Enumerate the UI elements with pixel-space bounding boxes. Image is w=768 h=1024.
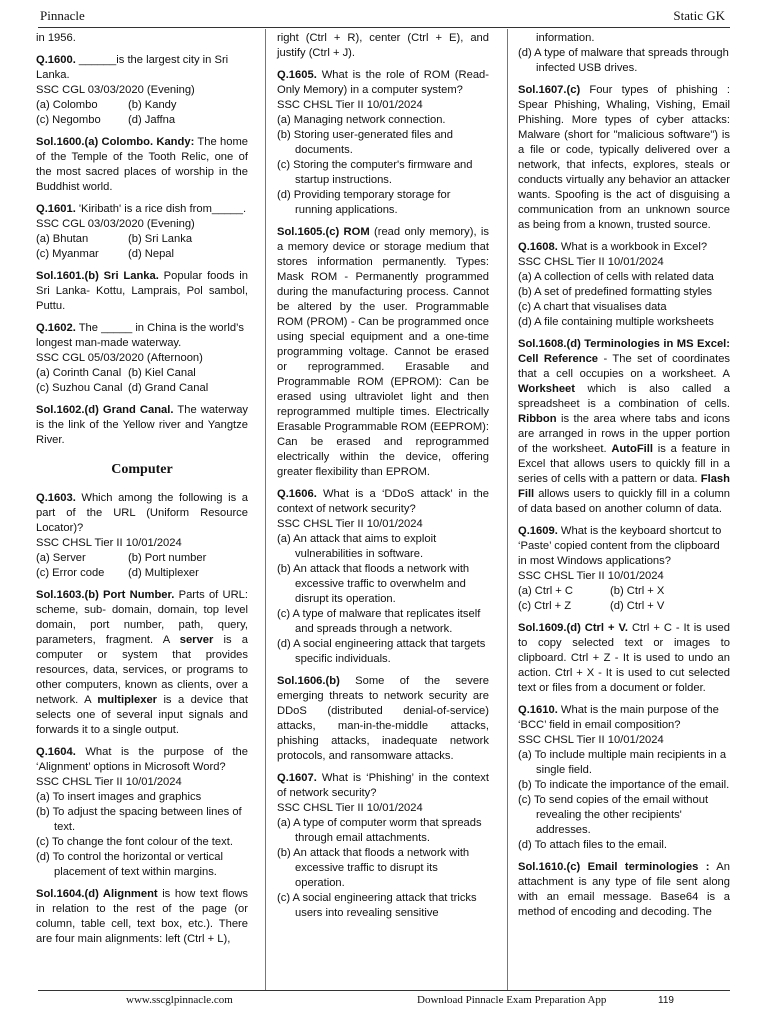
question-number: Q.1609.	[518, 525, 558, 537]
column-3	[518, 31, 730, 920]
options	[36, 790, 248, 880]
option-d: (d) Grand Canal	[128, 382, 209, 394]
question-number: Q.1605.	[277, 69, 317, 81]
solution-term: Ribbon	[518, 413, 557, 425]
solution-1606	[277, 674, 489, 764]
solution-text: is a computer or system that provides resources, data, services, or programs to other computers, known as clients, over a network. A	[36, 634, 248, 706]
option-a: (a) To include multiple main recipients in a single field.	[518, 749, 727, 776]
option-d: (d) Nepal	[128, 248, 175, 260]
option-c: (c) A social engineering attack that tricks users into revealing sensitive	[277, 892, 477, 919]
option-a: (a) Ctrl + C	[518, 585, 574, 597]
solution-term: multiplexer	[97, 694, 158, 706]
question-1608	[518, 240, 730, 330]
question-number: Q.1607.	[277, 772, 317, 784]
question-1606	[277, 487, 489, 667]
question-1601	[36, 202, 248, 262]
question-source: SSC CHSL Tier II 10/01/2024	[277, 802, 423, 814]
solution-1609	[518, 621, 730, 696]
option-b: (b) To indicate the importance of the email.	[518, 779, 730, 791]
option-c: (c) Ctrl + Z	[518, 600, 572, 612]
solution-term: Worksheet	[518, 383, 575, 395]
solution-1608	[518, 337, 730, 517]
solution-heading: Sol.1603.(b) Port Number.	[36, 589, 175, 601]
option-c: (c) To send copies of the email without revealing the other recipients' addresses.	[518, 794, 709, 836]
solution-text: Parts of URL: scheme, sub- domain, domain, top level domain, port number, path, query, parameters, fragment. A	[36, 589, 248, 646]
solution-text: - The set of coordinates that a cell occupies on a worksheet. A	[518, 353, 731, 380]
page-number: 119	[658, 995, 674, 1006]
option-d: (d) Jaffna	[128, 114, 176, 126]
solution-heading: Sol.1608.(d) Terminologies in MS Excel: Cell Reference	[518, 338, 730, 365]
question-source: SSC CHSL Tier II 10/01/2024	[277, 518, 423, 530]
solution-term: AutoFill	[611, 443, 653, 455]
question-number: Q.1602.	[36, 322, 76, 334]
solution-heading: Sol.1602.(d) Grand Canal.	[36, 404, 174, 416]
question-source: SSC CHSL Tier II 10/01/2024	[518, 734, 664, 746]
options	[36, 551, 248, 581]
question-number: Q.1610.	[518, 704, 558, 716]
solution-term: server	[179, 634, 214, 646]
option-d: (d) Ctrl + V	[610, 600, 665, 612]
question-text: What is the purpose of the ‘Alignment’ options in Microsoft Word?	[36, 746, 248, 773]
solution-heading: Sol.1609.(d) Ctrl + V.	[518, 622, 629, 634]
solution-text: The home of the Temple of the Tooth Relic, one of the most sacred places of worship in the Buddhist world.	[36, 136, 248, 193]
option-a: (a) A collection of cells with related data	[518, 271, 714, 283]
question-source: SSC CHSL Tier II 10/01/2024	[277, 99, 423, 111]
solution-text: (read only memory), is a memory device or storage medium that stores information permanently. Types: Mask ROM - Permanently programmed during the manufacturing process. Cannot be altered by the user. Programmable ROM (PROM) - Can be programmed once using special equipment and a one-time programming voltage. Cannot be erased or reprogrammed. Erasable and Programmable ROM (EPROM): Can be erased using ultraviolet light and then reprogrammed multiple times. Electrically Erasable Programmable ROM (EEPROM): Can be erased and reprogrammed electrically within the device, offering greater flexibility than EPROM.	[277, 226, 490, 478]
option-b: (b) Ctrl + X	[610, 585, 665, 597]
question-text: What is the keyboard shortcut to ‘Paste’ copied content from the clipboard in most Windows applications?	[518, 525, 722, 567]
solution-1607	[518, 83, 730, 233]
section-title: Computer	[111, 462, 173, 477]
question-1604	[36, 745, 248, 880]
option-a: (a) Corinth Canal	[36, 367, 122, 379]
option-c: (c) To change the font colour of the text.	[36, 836, 233, 848]
question-source: SSC CHSL Tier II 10/01/2024	[36, 776, 182, 788]
question-source: SSC CHSL Tier II 10/01/2024	[518, 256, 664, 268]
solution-text: is a feature in Excel that allows users to quickly fill in a series of cells with a pattern or data.	[518, 443, 730, 485]
solution-text: Popular foods in Sri Lanka- Kottu, Lamprais, Pol sambol, Puttu.	[36, 270, 248, 312]
question-source: SSC CGL 03/03/2020 (Evening)	[36, 84, 195, 96]
question-text: Which among the following is a part of the URL (Uniform Resource Locator)?	[36, 492, 248, 534]
option-b: (b) A set of predefined formatting styles	[518, 286, 713, 298]
options	[277, 113, 489, 218]
solution-term: Flash Fill	[518, 473, 730, 500]
question-1603	[36, 491, 248, 581]
option-a: (a) To insert images and graphics	[36, 791, 202, 803]
page-footer	[0, 990, 768, 1024]
option-d: (d) To control the horizontal or vertical placement of text within margins.	[36, 851, 223, 878]
option-c: (c) A chart that visualises data	[518, 301, 667, 313]
option-d: (d) Multiplexer	[128, 567, 199, 579]
option-d: (d) Providing temporary storage for running applications.	[277, 189, 451, 216]
question-source: SSC CGL 05/03/2020 (Afternoon)	[36, 352, 203, 364]
question-number: Q.1603.	[36, 492, 76, 504]
question-text: What is a ‘DDoS attack’ in the context of network security?	[277, 488, 489, 515]
solution-1601	[36, 269, 248, 314]
question-text: What is a workbook in Excel?	[557, 241, 708, 253]
solution-text: Ctrl + C - It is used to copy selected text or images to clipboard. Ctrl + Z - It is used to undo an action. Ctrl + X - It is used to cut selected text or files from a document or folder.	[518, 622, 730, 694]
question-text: The _____ in China is the world’s longest man-made waterway.	[36, 322, 244, 349]
solution-text: is a device that selects one of several input signals and forwards it to a single output.	[36, 694, 248, 736]
question-1605	[277, 68, 489, 218]
option-d: (d) A social engineering attack that targets specific individuals.	[277, 638, 486, 665]
question-1607	[277, 771, 489, 921]
option-a: (a) A type of computer worm that spreads through email attachments.	[277, 817, 482, 844]
question-source: SSC CHSL Tier II 10/01/2024	[36, 537, 182, 549]
section-name: Static GK	[673, 8, 725, 23]
options	[36, 366, 248, 396]
question-text: 'Kiribath' is a rice dish from_____.	[75, 203, 247, 215]
question-text: ______is the largest city in Sri Lanka.	[36, 54, 229, 81]
question-1609	[518, 524, 730, 614]
question-source: SSC CHSL Tier II 10/01/2024	[518, 570, 664, 582]
solution-1603	[36, 588, 248, 738]
option-a: (a) An attack that aims to exploit vulnerabilities in software.	[277, 533, 437, 560]
question-number: Q.1601.	[36, 203, 76, 215]
options	[518, 584, 730, 614]
footer-rule	[38, 990, 730, 991]
header-rule	[38, 27, 730, 28]
app-promo: Download Pinnacle Exam Preparation App	[417, 994, 607, 1006]
solution-heading: Sol.1601.(b) Sri Lanka.	[36, 270, 159, 282]
solution-heading: Sol.1607.(c)	[518, 84, 581, 96]
solution-text: which is also called a spreadsheet is a combination of cells.	[518, 383, 730, 410]
solution-text: is the area where tabs and icons are arranged in rows in the upper portion of the worksheet.	[518, 413, 730, 455]
option-b: (b) Port number	[128, 552, 207, 564]
column-2	[277, 31, 489, 928]
options	[518, 270, 730, 330]
column-divider	[507, 29, 508, 991]
options	[36, 232, 248, 262]
question-number: Q.1600.	[36, 54, 76, 66]
option-d: (d) A file containing multiple worksheets	[518, 316, 714, 328]
website-link[interactable]: www.sscglpinnacle.com	[126, 994, 233, 1006]
option-c: (c) Storing the computer's firmware and startup instructions.	[277, 159, 473, 186]
question-1600	[36, 53, 248, 128]
solution-heading: Sol.1606.(b)	[277, 675, 340, 687]
option-b: (b) Storing user-generated files and documents.	[277, 129, 453, 156]
solution-heading: Sol.1610.(c) Email terminologies :	[518, 861, 710, 873]
option-a: (a) Colombo	[36, 99, 98, 111]
option-a: (a) Bhutan	[36, 233, 89, 245]
solution-text: An attachment is any type of file sent along with an email message. Base64 is a method of encoding and decoding. The	[518, 861, 730, 918]
continued-text: in 1956.	[36, 32, 76, 44]
solution-heading: Sol.1604.(d) Alignment	[36, 888, 158, 900]
option-b: (b) Kandy	[128, 99, 177, 111]
solution-text: Four types of phishing : Spear Phishing, Whaling, Vishing, Email Phishing. More types of cyber attacks: Malware (short for "malicious software") is a file or code, typically delivered over a network, that infects, explores, steals or conducts virtually any behavior an attacker wants. Spoofing is the act of disguising a communication from an unknown source as being from a known, trusted source.	[518, 84, 730, 231]
option-c: (c) Negombo	[36, 114, 101, 126]
question-source: SSC CGL 03/03/2020 (Evening)	[36, 218, 195, 230]
solution-1602	[36, 403, 248, 448]
option-b: (b) An attack that floods a network with excessive traffic to disrupt its operation.	[277, 847, 470, 889]
options	[277, 816, 489, 921]
option-a: (a) Managing network connection.	[277, 114, 446, 126]
solution-text: allows users to quickly fill in a column of data based on another column of data.	[518, 488, 730, 515]
option-d: (d) A type of malware that spreads through infected USB drives.	[518, 47, 729, 74]
question-1602	[36, 321, 248, 396]
continued-text: information.	[536, 32, 595, 44]
solution-text: is how text flows in relation to the rest of the page (or column, table cell, text box, etc.). There are four main alignments: left (Ctrl + L),	[36, 888, 248, 945]
brand-name: Pinnacle	[40, 8, 85, 23]
option-c: (c) Error code	[36, 567, 105, 579]
solution-1605	[277, 225, 489, 480]
solution-text: Some of the severe emerging threats to network security are DDoS (distributed denial-of-service) attacks, man-in-the-middle attacks, phishing attacks, inadequate network protocols, and ransomware attacks.	[277, 675, 489, 762]
column-1	[36, 31, 248, 954]
solution-heading: Sol.1600.(a) Colombo. Kandy:	[36, 136, 195, 148]
option-d: (d) To attach files to the email.	[518, 839, 668, 851]
solution-heading: Sol.1605.(c) ROM	[277, 226, 370, 238]
column-divider	[265, 29, 266, 991]
option-b: (b) To adjust the spacing between lines of text.	[36, 806, 242, 833]
option-b: (b) Kiel Canal	[128, 367, 196, 379]
question-number: Q.1608.	[518, 241, 558, 253]
question-text: What is the main purpose of the ‘BCC’ field in email composition?	[518, 704, 719, 731]
solution-1604	[36, 887, 248, 947]
option-c: (c) Myanmar	[36, 248, 99, 260]
option-b: (b) Sri Lanka	[128, 233, 193, 245]
option-c: (c) Suzhou Canal	[36, 382, 123, 394]
solution-1610	[518, 860, 730, 920]
options	[277, 532, 489, 667]
options	[36, 98, 248, 128]
continued-text: right (Ctrl + R), center (Ctrl + E), and justify (Ctrl + J).	[277, 32, 489, 59]
question-number: Q.1606.	[277, 488, 317, 500]
question-1610	[518, 703, 730, 853]
question-text: What is ‘Phishing’ in the context of network security?	[277, 772, 489, 799]
options	[518, 748, 730, 853]
page-header	[0, 0, 768, 30]
question-number: Q.1604.	[36, 746, 76, 758]
solution-text: The waterway is the link of the Yellow river and Yangtze River.	[36, 404, 249, 446]
solution-1600	[36, 135, 248, 195]
option-b: (b) An attack that floods a network with excessive traffic to overwhelm and disrupt its operation.	[277, 563, 470, 605]
option-a: (a) Server	[36, 552, 86, 564]
question-text: What is the role of ROM (Read-Only Memory) in a computer system?	[277, 69, 489, 96]
option-c: (c) A type of malware that replicates itself and spreads through a network.	[277, 608, 481, 635]
